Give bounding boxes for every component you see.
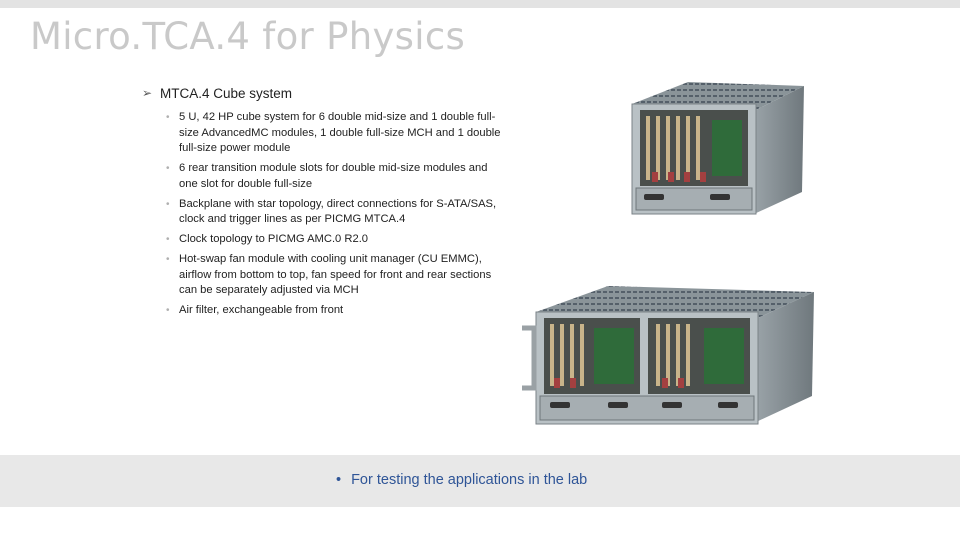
- mtca-double-chassis-photo: [512, 278, 818, 430]
- list-item: • Clock topology to PICMG AMC.0 R2.0: [142, 232, 504, 248]
- list-item: • 6 rear transition module slots for double mid-size modules and one slot for double full-size: [166, 162, 488, 190]
- dot-bullet-icon: •: [166, 198, 170, 210]
- content-section: [142, 84, 522, 323]
- dot-bullet-icon: •: [166, 234, 170, 245]
- top-bar: [0, 0, 960, 8]
- list-item: • 5 U, 42 HP cube system for 6 double mid-size and 1 double full-size AdvancedMC modules, 1 double full-size MCH and 1 double full-size power module: [166, 111, 501, 154]
- section-heading-text: MTCA.4 Cube system: [160, 85, 293, 101]
- list-item: • Hot-swap fan module with cooling unit manager (CU EMMC), airflow from bottom to top, fan speed for front and rear sections can be separately adjusted via MCH: [166, 253, 492, 296]
- section-heading: [142, 84, 522, 102]
- slide-title: Micro.TCA.4 for Physics: [30, 15, 466, 58]
- arrow-bullet-icon: ➢: [142, 86, 153, 100]
- dot-bullet-icon: •: [166, 254, 170, 265]
- dot-bullet-icon: •: [166, 305, 170, 316]
- footer-note: • For testing the applications in the lab: [336, 472, 588, 488]
- dot-bullet-icon: •: [336, 472, 342, 488]
- mtca-cube-chassis-photo: [628, 76, 808, 218]
- list-item: • Backplane with star topology, direct connections for S-ATA/SAS, clock and trigger lines as per PICMG MTCA.4: [166, 197, 497, 225]
- list-item: • Air filter, exchangeable from front: [142, 303, 504, 319]
- dot-bullet-icon: •: [166, 112, 170, 123]
- bullet-list: [142, 110, 522, 319]
- dot-bullet-icon: •: [166, 163, 170, 174]
